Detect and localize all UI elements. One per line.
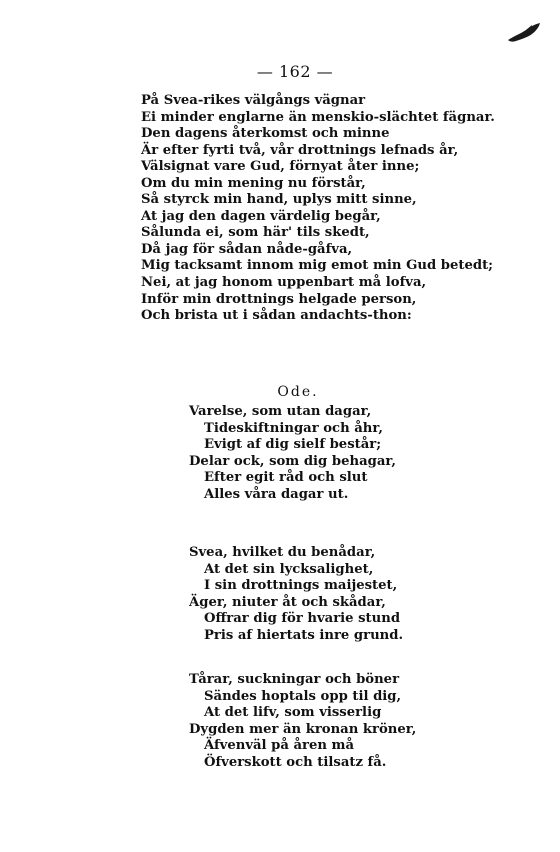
verse-line: Äfvenväl på åren må: [204, 738, 355, 754]
verse-line: Om du min mening nu förstår,: [141, 175, 366, 191]
verse-line: I sin drottnings maijestet,: [204, 578, 398, 594]
verse-line: Inför min drottnings helgade person,: [141, 291, 417, 307]
verse-line: Varelse, som utan dagar,: [189, 404, 372, 419]
verse-line: Nei, at jag honom uppenbart må lofva,: [141, 275, 427, 291]
ode-stanza-2: [189, 545, 403, 644]
verse-line: Så styrck min hand, uplys mitt sinne,: [141, 192, 417, 208]
verse-line: Efter egit råd och slut: [204, 470, 368, 486]
verse-line: Pris af hiertats inre grund.: [204, 627, 404, 643]
ode-stanza-3: [189, 672, 416, 771]
intro-verse: [141, 93, 495, 325]
verse-line: At det sin lycksalighet,: [204, 561, 374, 577]
verse-line: Mig tacksamt innom mig emot min Gud betedt;: [141, 258, 494, 274]
verse-line: Svea, hvilket du benådar,: [189, 545, 376, 560]
verse-line: Välsignat vare Gud, förnyat åter inne;: [141, 159, 420, 175]
verse-line: Alles våra dagar ut.: [204, 486, 349, 502]
verse-line: Ei minder englarne än menskio-slächtet fägnar.: [141, 109, 495, 125]
verse-line: Offrar dig för hvarie stund: [204, 611, 401, 627]
ink-blot-mark: [506, 22, 542, 44]
verse-line: Sändes hoptals opp til dig,: [204, 688, 402, 704]
verse-line: Delar ock, som dig behagar,: [189, 453, 396, 469]
verse-line: Tårar, suckningar och böner: [189, 672, 400, 687]
verse-line: Dygden mer än kronan kröner,: [189, 721, 417, 737]
verse-line: At jag den dagen värdelig begår,: [141, 208, 381, 224]
verse-line: Är efter fyrti två, vår drottnings lefnads år,: [141, 142, 459, 158]
ode-title: Ode.: [277, 384, 319, 400]
verse-line: Öfverskott och tilsatz få.: [204, 754, 387, 770]
verse-line: Sålunda ei, som här' tils skedt,: [141, 225, 370, 241]
verse-line: Och brista ut i sådan andachts-thon:: [141, 308, 412, 324]
verse-line: Då jag för sådan nåde-gåfva,: [141, 241, 353, 257]
verse-line: Äger, niuter åt och skådar,: [189, 594, 386, 610]
verse-line: Evigt af dig sielf består;: [204, 437, 382, 453]
verse-line: At det lifv, som visserlig: [204, 705, 382, 721]
ode-stanza-1: [189, 404, 396, 503]
verse-line: Tideskiftningar och åhr,: [204, 420, 383, 436]
page-number: — 162 —: [256, 62, 334, 81]
verse-line: Den dagens återkomst och minne: [141, 126, 390, 142]
verse-line: På Svea-rikes välgångs vägnar: [141, 93, 366, 108]
